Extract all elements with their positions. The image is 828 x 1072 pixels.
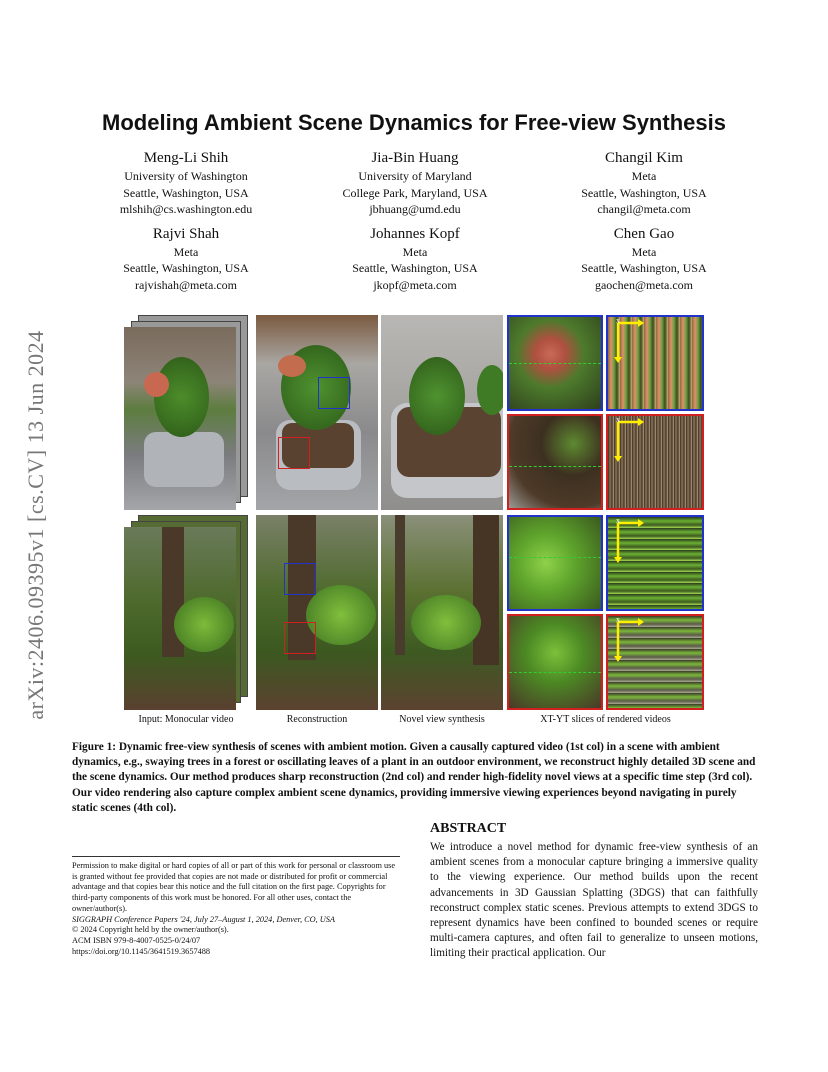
author: [301, 224, 529, 294]
input-video-plant: [124, 327, 236, 510]
abstract-text: We introduce a novel method for dynamic free-view synthesis of an ambient scenes from a monocular capture bringing a immersive quality to the viewing experience. Our method builds upon the recent advancements in 3D Gaussian Splatting (3DGS) that can faithfully reconstruct complex static scenes. Previous attempts to extend 3DGS to represent dynamics have been confined to bounded scenes or require multi-camera captures, and often fail to generalize to unseen motions, limiting their practical application. Our: [430, 841, 758, 960]
author-email[interactable]: rajvishah@meta.com: [134, 277, 238, 292]
slice-plant-red: [606, 414, 704, 510]
permission-notice: Permission to make digital or hard copies of all or part of this work for personal or classroom use is granted without fee provided that copies are not made or distributed for profit or commercial advantage and that copies bear this notice and the full citation on the first page. Copyrights for third-party components of this work must be honored. For all other uses, contact the owner/author(s).: [72, 861, 396, 913]
footnote: [72, 856, 400, 957]
author-affiliation: Meta: [402, 244, 428, 259]
author-location: Seattle, Washington, USA: [581, 185, 707, 200]
figure-caption: Figure 1: Dynamic free-view synthesis of scenes with ambient motion. Given a causally captured video (1st col) in a scene with ambient dynamics, e.g., swaying trees in a forest or oscillating leaves of a plant in an outdoor environment, we reconstruct highly detailed 3D scene and the scene dynamics. Our method produces sharp reconstruction (2nd col) and render high-fidelity novel views at a specific time step (3rd col). Our video rendering also capture complex ambient scene dynamics, providing immersive viewing experiences beyond navigating in purely static scenes (4th col).: [72, 741, 756, 814]
reconstruction-plant: [256, 315, 378, 510]
abstract-heading: ABSTRACT: [430, 821, 507, 836]
paper-title: Modeling Ambient Scene Dynamics for Free-view Synthesis: [102, 110, 726, 135]
author-location: Seattle, Washington, USA: [123, 261, 249, 275]
axis-x-letter: x: [616, 615, 620, 624]
author-row: [72, 224, 758, 294]
author-location: Seattle, Washington, USA: [352, 261, 478, 275]
author-affiliation: University of Maryland: [358, 169, 472, 183]
reconstruction-forest: [256, 515, 378, 710]
column-label-reconstruction: Reconstruction: [286, 714, 348, 725]
axis-x-letter: x: [616, 316, 620, 325]
conference-info: SIGGRAPH Conference Papers '24, July 27–August 1, 2024, Denver, CO, USA: [72, 914, 336, 924]
teaser-figure: [124, 315, 704, 710]
axis-x-letter: x: [616, 516, 620, 525]
author-name: Chen Gao: [613, 225, 675, 242]
author-location: Seattle, Washington, USA: [123, 185, 249, 200]
red-crop-box: [278, 437, 310, 469]
novel-view-plant: [381, 315, 503, 510]
author: [530, 148, 758, 218]
column-label-input: Input: Monocular video: [138, 714, 234, 725]
isbn: ACM ISBN 979-8-4007-0525-0/24/07: [72, 935, 201, 945]
novel-view-forest: [381, 515, 503, 710]
arxiv-id: arXiv:2406.09395v1 [cs.CV] 13 Jun 2024: [23, 330, 48, 720]
author-row: [72, 148, 758, 218]
author-email[interactable]: changil@meta.com: [597, 202, 691, 216]
author-affiliation: Meta: [631, 244, 657, 259]
author-name: Meng-Li Shih: [143, 150, 229, 166]
author-email[interactable]: jbhuang@umd.edu: [369, 202, 461, 216]
copyright: © 2024 Copyright held by the owner/author(s).: [72, 925, 229, 935]
crop-forest-blue: [507, 515, 603, 611]
author-name: Johannes Kopf: [370, 225, 460, 242]
blue-crop-box: [318, 377, 350, 409]
author-name: Rajvi Shah: [152, 225, 220, 242]
author-name: Changil Kim: [605, 150, 683, 166]
author-affiliation: Meta: [173, 244, 199, 259]
author-email[interactable]: mlshih@cs.washington.edu: [119, 202, 253, 216]
slice-plant-blue: [606, 315, 704, 411]
author: [72, 224, 300, 294]
axis-arrows-icon: [608, 616, 702, 708]
author: [530, 224, 758, 294]
column-label-novel-view: Novel view synthesis: [399, 714, 485, 725]
author: [301, 148, 529, 218]
crop-plant-red: [507, 414, 603, 510]
author-name: Jia-Bin Huang: [371, 150, 459, 166]
axis-arrows-icon: [608, 317, 702, 409]
author-email[interactable]: jkopf@meta.com: [373, 277, 457, 292]
author-affiliation: University of Washington: [124, 169, 248, 183]
author-email[interactable]: gaochen@meta.com: [594, 277, 693, 292]
author-location: College Park, Maryland, USA: [342, 185, 488, 200]
input-video-forest: [124, 527, 236, 710]
author-affiliation: Meta: [631, 169, 657, 183]
axis-x-letter: x: [616, 415, 620, 424]
arxiv-sidebar: [16, 290, 56, 760]
author-block: [72, 148, 758, 299]
slice-forest-blue: [606, 515, 704, 611]
author-location: Seattle, Washington, USA: [581, 261, 707, 275]
crop-forest-red: [507, 614, 603, 710]
blue-crop-box: [284, 563, 316, 595]
doi-link[interactable]: https://doi.org/10.1145/3641519.3657488: [72, 946, 211, 956]
crop-plant-blue: [507, 315, 603, 411]
axis-arrows-icon: [608, 517, 702, 609]
red-crop-box: [284, 622, 316, 654]
author: [72, 148, 300, 218]
slice-forest-red: [606, 614, 704, 710]
axis-arrows-icon: [608, 416, 702, 508]
column-label-slices: XT-YT slices of rendered videos: [540, 714, 671, 725]
